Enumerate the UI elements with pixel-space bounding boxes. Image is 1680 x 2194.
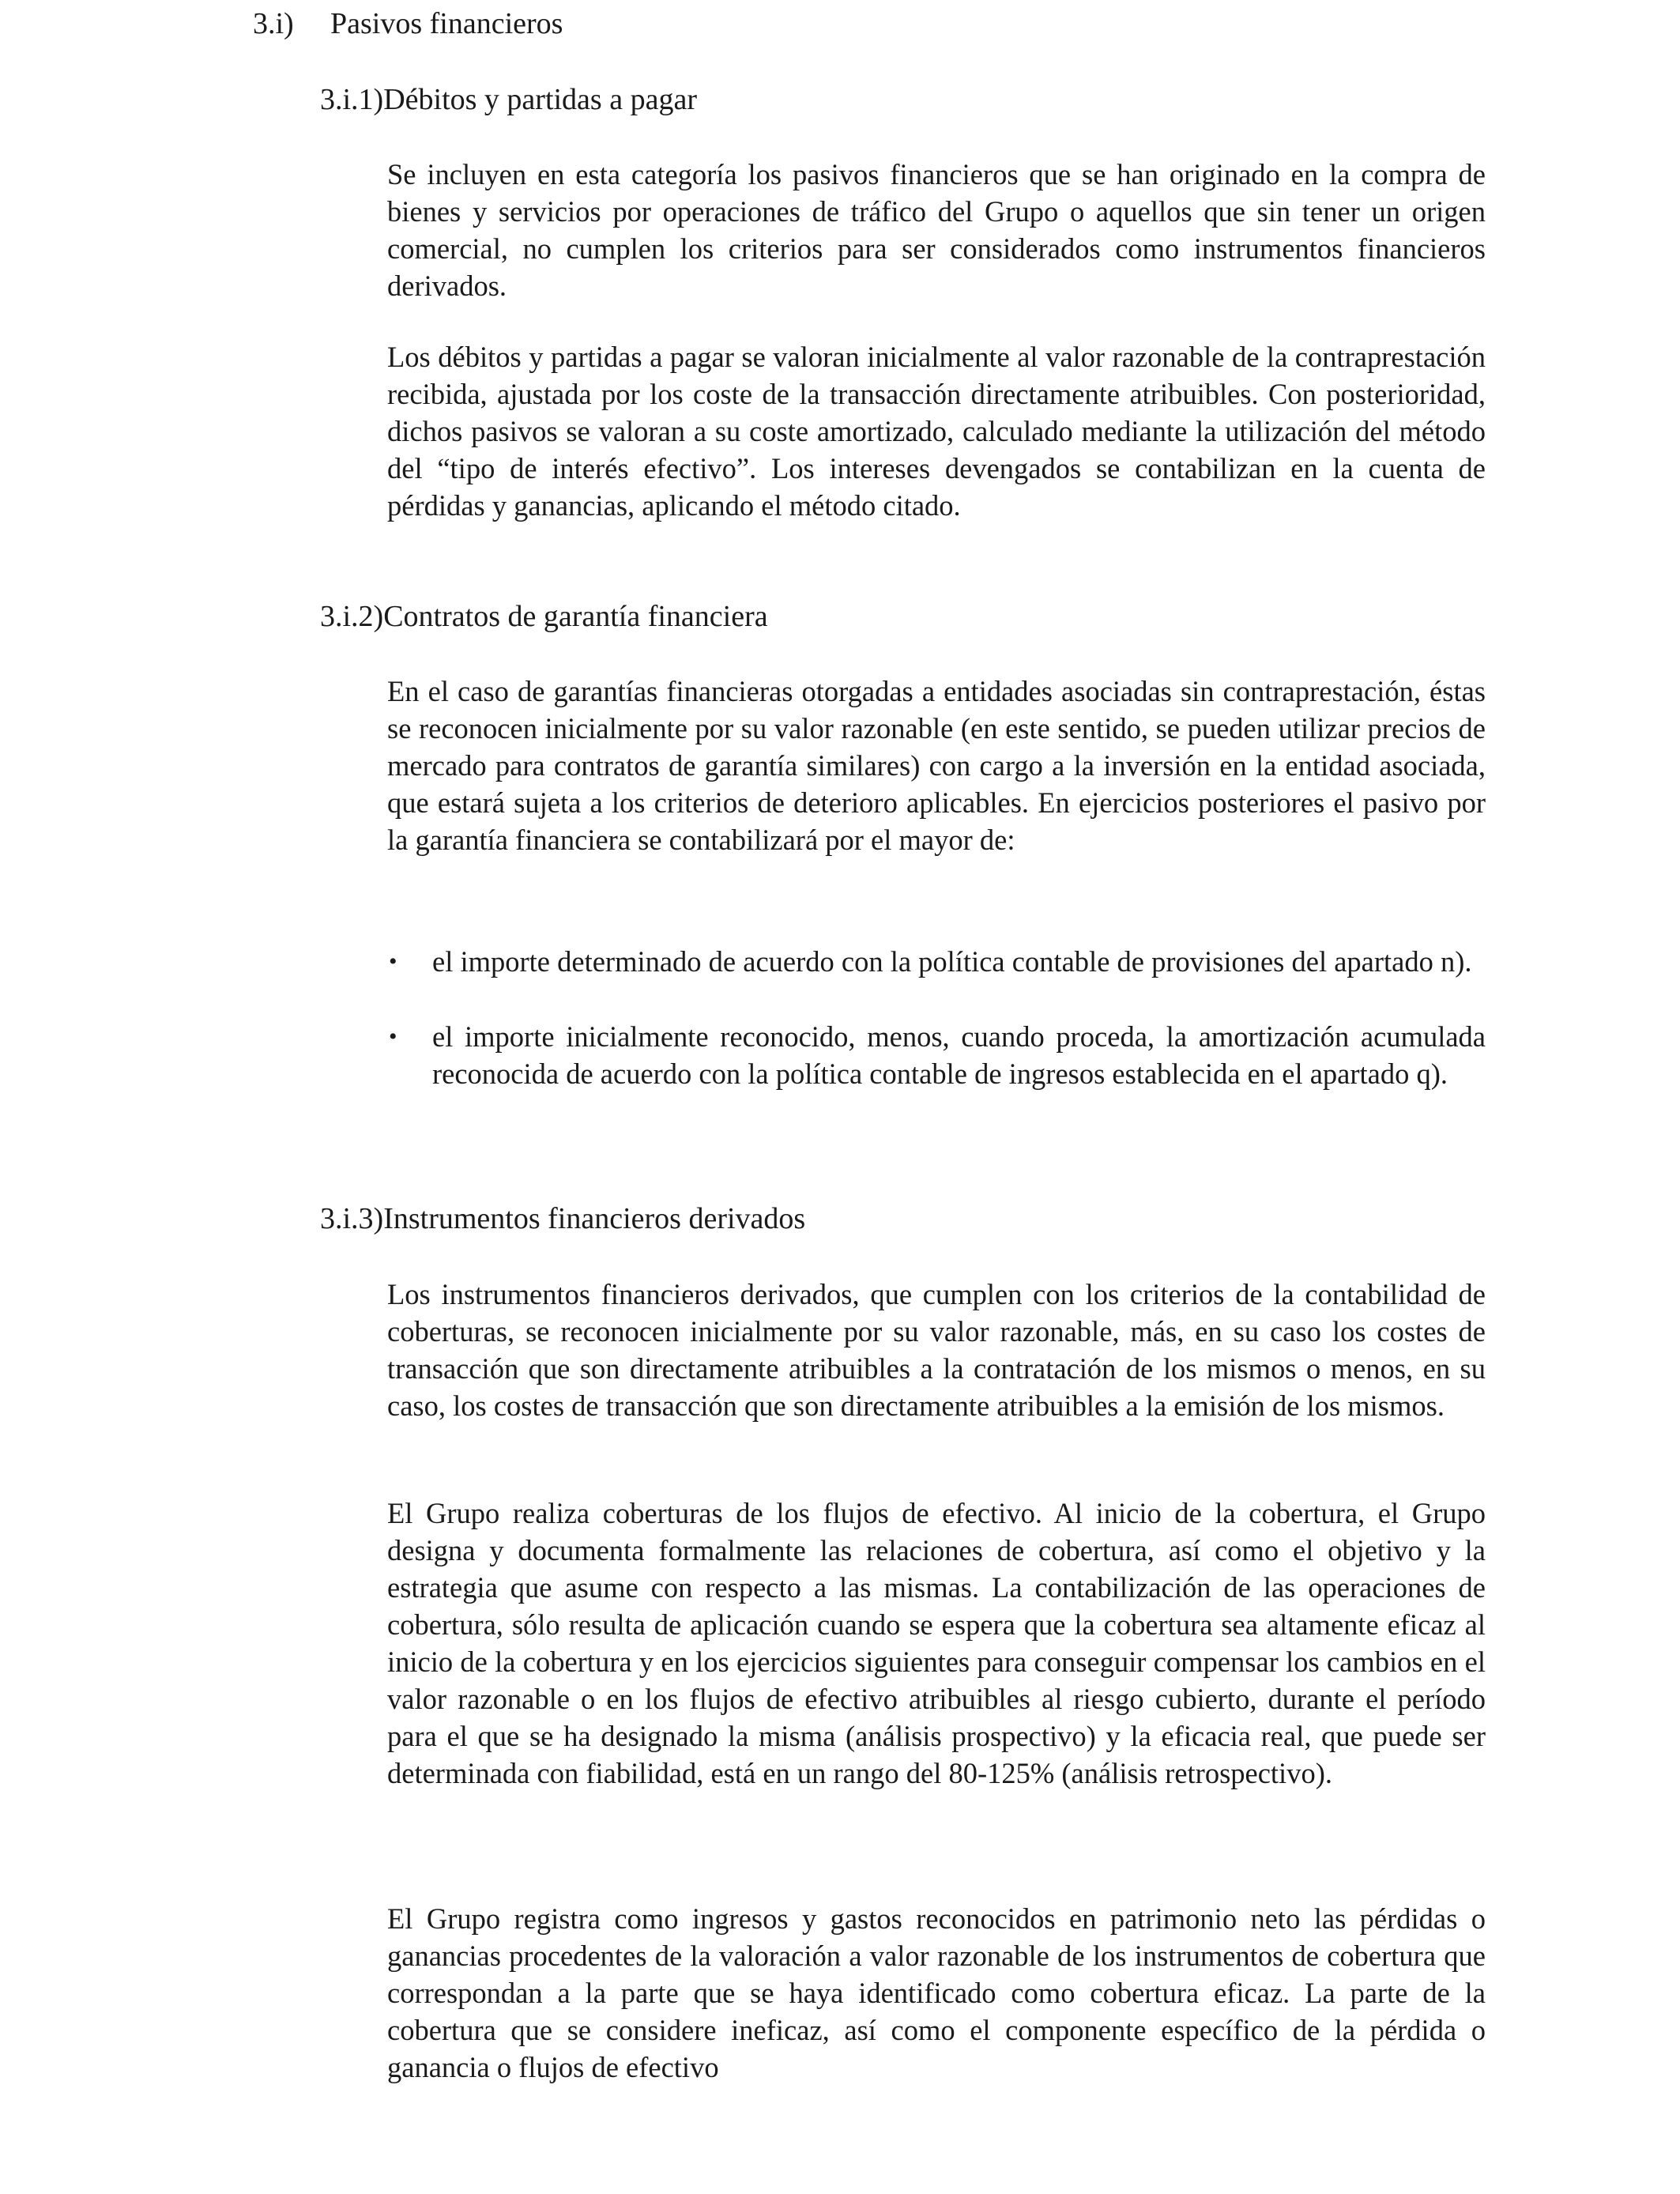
bullet-icon: • — [389, 1023, 397, 1050]
section-heading — [253, 3, 563, 44]
paragraph-debitos-2: Los débitos y partidas a pagar se valoran inicialmente al valor razonable de la contraprestación recibida, ajustada por los coste de la transacción directamente atribuibles. Con posterioridad, dichos pasivos se valoran a su coste amortizado, calculado mediante la utilización del método del “tipo de interés efectivo”. Los intereses devengados se contabilizan en la cuenta de pérdidas y ganancias, aplicando el método citado. — [387, 341, 1486, 522]
list-item-text: el importe determinado de acuerdo con la política contable de provisiones del apartado n). — [432, 945, 1472, 978]
bullet-icon: • — [389, 948, 397, 974]
subsection-heading-derivados: 3.i.3)Instrumentos financieros derivados — [320, 1202, 806, 1235]
paragraph-garantia-1: En el caso de garantías financieras otorgadas a entidades asociadas sin contraprestación, éstas se reconocen inicialmente por su valor razonable (en este sentido, se pueden utilizar precios de mercado para contratos de garantía similares) con cargo a la inversión en la entidad asociada, que estará sujeta a los criterios de deterioro aplicables. En ejercicios posteriores el pasivo por la garantía financiera se contabilizará por el mayor de: — [387, 675, 1486, 856]
subsection-heading-debitos: 3.i.1)Débitos y partidas a pagar — [320, 83, 697, 116]
section-title: Pasivos financieros — [330, 7, 563, 40]
list-item — [387, 943, 1486, 980]
list-item — [387, 1018, 1486, 1092]
paragraph-derivados-1: Los instrumentos financieros derivados, que cumplen con los criterios de la contabilidad de coberturas, se reconocen inicialmente por su valor razonable, más, en su caso los costes de transacción que son directamente atribuibles a la contratación de los mismos o menos, en su caso, los costes de transacción que son directamente atribuibles a la emisión de los mismos. — [387, 1278, 1486, 1422]
list-item-text: el importe inicialmente reconocido, menos, cuando proceda, la amortización acumulada reconocida de acuerdo con la política contable de ingresos establecida en el apartado q). — [432, 1020, 1486, 1090]
section-number: 3.i) — [253, 7, 294, 40]
paragraph-derivados-3: El Grupo registra como ingresos y gastos reconocidos en patrimonio neto las pérdidas o ganancias procedentes de la valoración a valor razonable de los instrumentos de cobertura que correspondan a la parte que se haya identificado como cobertura eficaz. La parte de la cobertura que se considere ineficaz, así como el componente específico de la pérdida o ganancia o flujos de efectivo — [387, 1902, 1486, 2083]
subsection-heading-garantia: 3.i.2)Contratos de garantía financiera — [320, 600, 768, 633]
paragraph-derivados-2: El Grupo realiza coberturas de los flujos de efectivo. Al inicio de la cobertura, el Grupo designa y documenta formalmente las relaciones de cobertura, así como el objetivo y la estrategia que asume con respecto a las mismas. La contabilización de las operaciones de cobertura, sólo resulta de aplicación cuando se espera que la cobertura sea altamente eficaz al inicio de la cobertura y en los ejercicios siguientes para conseguir compensar los cambios en el valor razonable o en los flujos de efectivo atribuibles al riesgo cubierto, durante el período para el que se ha designado la misma (análisis prospectivo) y la eficacia real, que puede ser determinada con fiabilidad, está en un rango del 80-125% (análisis retrospectivo). — [387, 1497, 1486, 1789]
bullet-list-garantia — [387, 943, 1486, 1092]
paragraph-debitos-1: Se incluyen en esta categoría los pasivos financieros que se han originado en la compra de bienes y servicios por operaciones de tráfico del Grupo o aquellos que sin tener un origen comercial, no cumplen los criterios para ser considerados como instrumentos financieros derivados. — [387, 158, 1486, 302]
